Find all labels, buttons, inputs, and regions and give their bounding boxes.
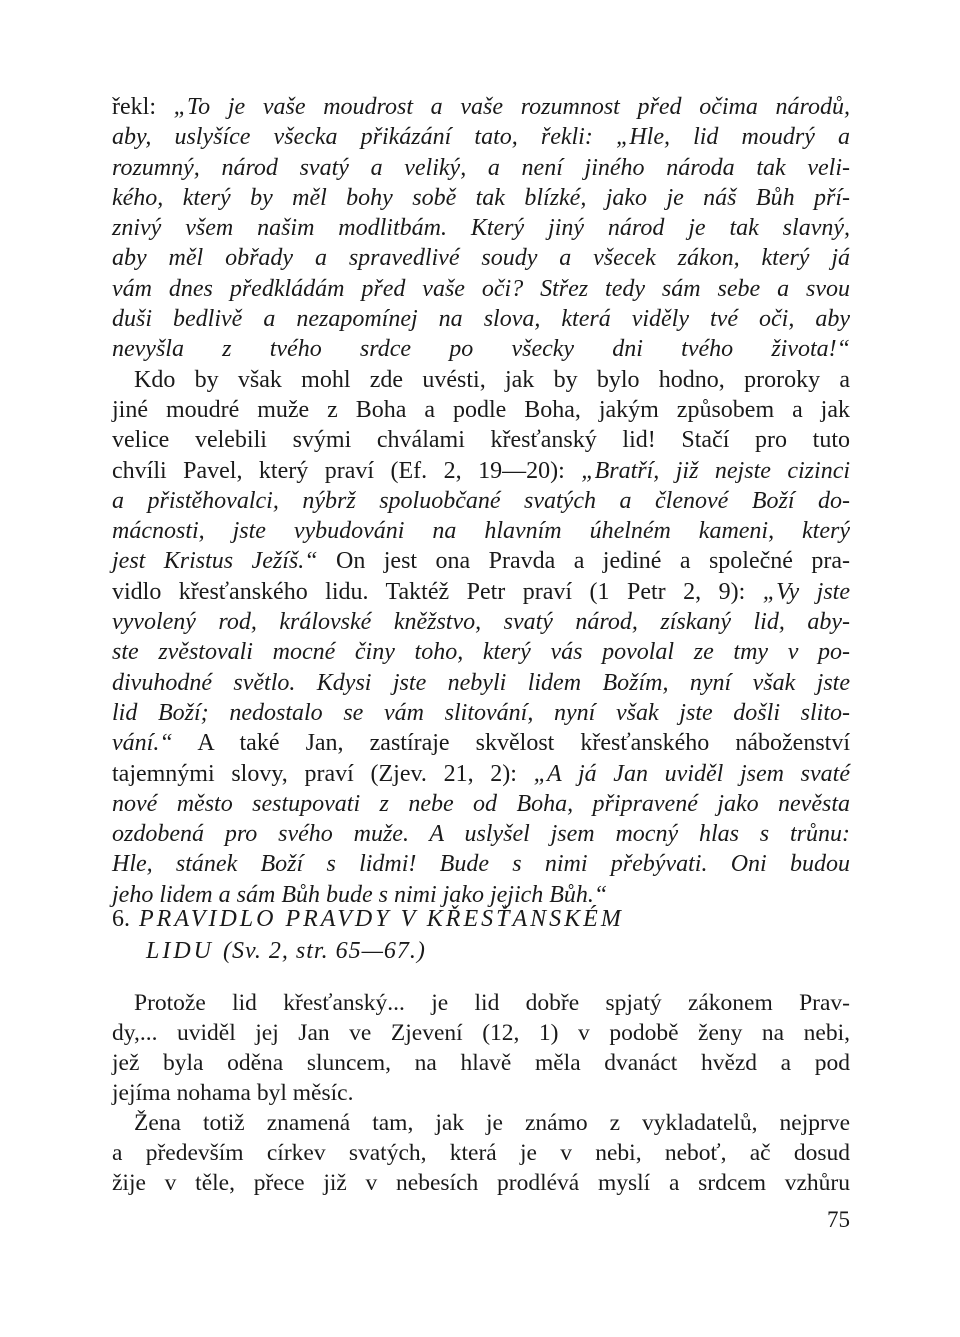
text-line — [112, 425, 850, 455]
section-title-part-1: PRAVIDLO PRAVDY V KŘESŤANSKÉM — [139, 906, 624, 932]
text-line — [112, 637, 850, 667]
text-line: jež byla oděna sluncem, na hlavě měla dvanáct hvězd a pod — [112, 1050, 850, 1076]
text-italic: duši bedlivě a nezapomínej na slova, která viděly tvé oči, aby — [112, 306, 850, 333]
text-line — [112, 577, 850, 607]
text-roman: velice velebili svými chválami křesťanský lid! Stačí pro tuto — [112, 427, 850, 454]
text-italic: aby, uslyšíce všecka přikázání tato, řekli: „Hle, lid moudrý a — [112, 124, 850, 151]
text-line — [112, 243, 850, 273]
section-heading-line-1 — [112, 903, 850, 935]
text-italic: vání.“ — [112, 730, 173, 757]
text-line — [112, 92, 850, 122]
text-line — [112, 607, 850, 637]
text-line: žije v těle, přece již v nebesích prodlévá myslí a srdcem vzhůru — [112, 1170, 850, 1196]
text-line — [112, 153, 850, 183]
text-roman: vidlo křesťanského lidu. Taktéž Petr praví (1 Petr 2, 9): — [112, 578, 763, 605]
page-number: 75 — [827, 1207, 850, 1232]
text-line — [112, 849, 850, 879]
text-italic: a přistěhovalci, nýbrž spoluobčané svatých a členové Boží do- — [112, 487, 850, 514]
text-line — [112, 668, 850, 698]
text-italic: rozumný, národ svatý a veliký, a není jiného národa tak veli- — [112, 154, 850, 181]
text-line — [112, 122, 850, 152]
text-roman: chvíli Pavel, který praví (Ef. 2, 19—20): — [112, 457, 582, 484]
text-line — [112, 334, 850, 364]
text-line — [112, 274, 850, 304]
text-line — [112, 304, 850, 334]
text-italic: jest Kristus Ježíš.“ — [112, 548, 318, 575]
text-italic: nevyšla z tvého srdce po všecky dni tvého života!“ — [112, 336, 850, 363]
text-roman: A také Jan, zastíraje skvělost křesťanského náboženství — [172, 730, 850, 757]
text-line — [112, 395, 850, 425]
text-italic: „To je vaše moudrost a vaše rozumnost před očima národů, — [173, 94, 850, 120]
text-line: a především církev svatých, která je v nebi, neboť, ač dosud — [112, 1140, 850, 1166]
text-line — [112, 183, 850, 213]
section-title-part-2: LIDU — [146, 938, 215, 964]
text-italic: ozdobená pro svého muže. A uslyšel jsem mocný hlas s trůnu: — [112, 821, 850, 848]
text-italic: kého, který by měl bohy sobě tak blízké, jako je náš Bůh pří- — [112, 184, 850, 211]
text-line — [112, 759, 850, 789]
section-heading — [112, 903, 850, 967]
text-italic: mácnosti, jste vybudováni na hlavním úhelném kameni, který — [112, 518, 850, 545]
text-italic: nové město sestupovati z nebe od Boha, připravené jako nevěsta — [112, 790, 850, 817]
text-line — [112, 789, 850, 819]
main-text-block — [112, 92, 850, 910]
text-roman: tajemnými slovy, praví (Zjev. 21, 2): — [112, 760, 534, 787]
text-italic: znivý všem našim modlitbám. Který jiný národ je tak slavný, — [112, 215, 850, 242]
section-number: 6. — [112, 906, 130, 932]
text-italic: jeho lidem a sám Bůh bude s nimi jako jejich Bůh.“ — [112, 881, 608, 908]
text-line — [112, 546, 850, 576]
text-roman: jiné moudré muže z Boha a podle Boha, jakým způsobem a jak — [112, 396, 850, 423]
text-line — [112, 213, 850, 243]
text-line — [112, 516, 850, 546]
section-heading-line-2 — [112, 935, 850, 967]
text-line: Protože lid křesťanský... je lid dobře spjatý zákonem Prav- — [134, 990, 850, 1016]
text-line: Žena totiž znamená tam, jak je známo z vykladatelů, nejprve — [134, 1110, 850, 1136]
text-italic: „Bratří, již nejste cizinci — [581, 457, 851, 484]
text-italic: Hle, stánek Boží s lidmi! Bude s nimi přebývati. Oni budou — [112, 851, 850, 878]
text-line: dy,... uviděl jej Jan ve Zjevení (12, 1) v podobě ženy na nebi, — [112, 1020, 850, 1046]
text-italic: divuhodné světlo. Kdysi jste nebyli lidem Božím, nyní však jste — [112, 669, 850, 696]
text-italic: aby měl obřady a spravedlivé soudy a všecek zákon, který já — [112, 245, 850, 272]
text-italic: vám dnes předkládám před vaše oči? Střez tedy sám sebe a svou — [112, 275, 850, 302]
text-line — [112, 819, 850, 849]
text-roman: řekl: — [112, 94, 174, 120]
text-line — [112, 698, 850, 728]
text-italic: „Vy jste — [762, 578, 850, 605]
text-line — [112, 456, 850, 486]
text-roman: Kdo by však mohl zde uvésti, jak by bylo hodno, proroky a — [134, 366, 850, 393]
text-italic: lid Boží; nedostalo se vám slitování, nyní však jste došli slito- — [112, 699, 850, 726]
text-italic: vyvolený rod, královské kněžstvo, svatý národ, získaný lid, aby- — [112, 609, 850, 636]
text-italic: „A já Jan uviděl jsem svaté — [533, 760, 850, 787]
text-italic: ste zvěstovali mocné činy toho, který vás povolal ze tmy v po- — [112, 639, 850, 666]
text-line — [112, 486, 850, 516]
text-line — [112, 365, 850, 395]
text-line: jejíma nohama byl měsíc. — [112, 1080, 354, 1106]
text-roman: On jest ona Pravda a jediné a společné pra- — [317, 548, 850, 575]
text-line — [112, 728, 850, 758]
section-reference: (Sv. 2, str. 65—67.) — [223, 938, 426, 964]
section-body — [112, 988, 850, 1198]
